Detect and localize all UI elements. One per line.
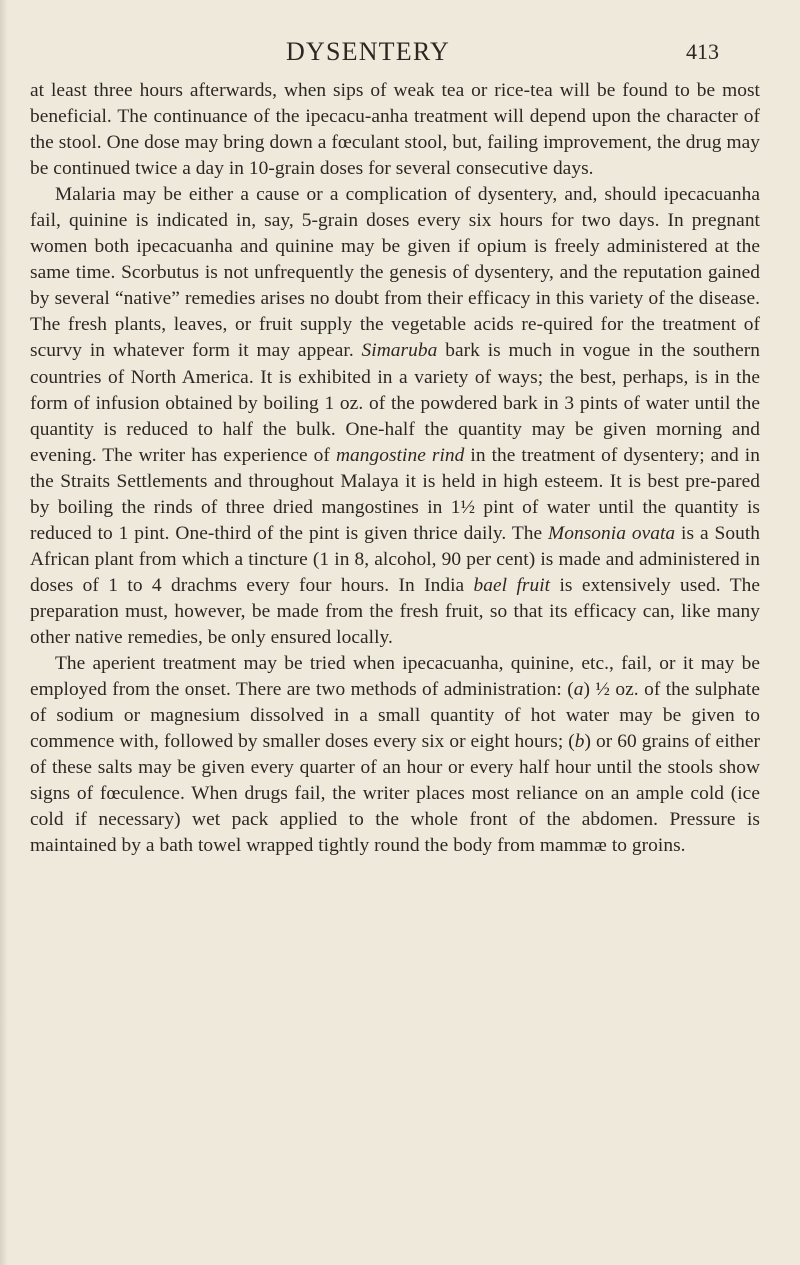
text-run: ) or 60 grains of either of these salts may be given every quarter of an hour or every half hour until the stools show signs of fœculence. When drugs fail, the writer places most reliance on an ample cold (ice cold if necessary) wet pack applied to the whole front of the abdomen. Pressure is maintained by a bath towel wrapped tightly round the body from mammæ to groins. — [30, 731, 760, 857]
body-text — [30, 78, 760, 859]
text-run: The aperient treatment may be tried when ipecacuanha, quinine, etc., fail, or it may be employed from the onset. There are two methods of administration: ( — [30, 653, 760, 701]
text-run: at least three hours afterwards, when sips of weak tea or rice-tea will be found to be most beneficial. The continuance of the ipecacu-anha treatment will depend upon the character of the stool. One dose may bring down a fœculant stool, but, failing improvement, the drug may be continued twice a day in 10-grain doses for several consecutive days. — [30, 80, 760, 180]
paragraph-stool-treatment — [30, 78, 760, 182]
italic-term-bael-fruit: bael fruit — [473, 574, 551, 596]
paragraph-aperient-treatment — [30, 651, 760, 859]
text-run: bark is much in vogue in the southern countries of North America. It is exhibited in a variety of ways; the best, perhaps, is in the form of infusion obtained by boiling 1 oz. of the powdered bark in 3 pints of water until the quantity is reduced to half the bulk. One-half the quantity may be given morning and evening. The writer has experience of — [30, 340, 761, 466]
text-run: is a South African plant from which a tincture (1 in 8, alcohol, 90 per cent) is made and administered in doses of 1 to 4 drachms every four hours. In India — [30, 522, 760, 596]
italic-term-simaruba: Simaruba — [361, 340, 438, 362]
page-edge-shadow — [0, 0, 8, 1265]
italic-term-mangostine-rind: mangostine rind — [335, 444, 465, 466]
italic-marker-b: b — [574, 731, 585, 753]
paragraph-native-remedies — [30, 182, 760, 651]
italic-term-monsonia-ovata: Monsonia ovata — [548, 522, 676, 544]
running-title: DYSENTERY — [286, 37, 450, 66]
running-header — [0, 36, 800, 68]
text-run: in the treatment of dysentery; and in the Straits Settlements and throughout Malaya it is held in high esteem. It is best pre-pared by boiling the rinds of three dried mangostines in 1½ pint of water until the quantity is reduced to 1 pint. One-third of the pint is given thrice daily. The — [30, 444, 760, 544]
text-run: Malaria may be either a cause or a complication of dysentery, and, should ipecacuanha fail, quinine is indicated in, say, 5-grain doses every six hours for two days. In pregnant women both ipecacuanha and quinine may be given if opium is freely administered at the same time. Scorbutus is not unfrequently the genesis of dysentery, and the reputation gained by several “native” remedies arises no doubt from their efficacy in this variety of the disease. The fresh plants, leaves, or fruit supply the vegetable acids re-quired for the treatment of scurvy in whatever form it may appear. — [30, 184, 760, 362]
page-number: 413 — [686, 39, 719, 64]
italic-marker-a: a — [573, 679, 584, 701]
text-run: ) ½ oz. of the sulphate of sodium or magnesium dissolved in a small quantity of hot water may be given to commence with, followed by smaller doses every six or eight hours; ( — [30, 679, 760, 753]
text-run: is extensively used. The preparation must, however, be made from the fresh fruit, so that its efficacy can, like many other native remedies, be only ensured locally. — [30, 574, 760, 648]
